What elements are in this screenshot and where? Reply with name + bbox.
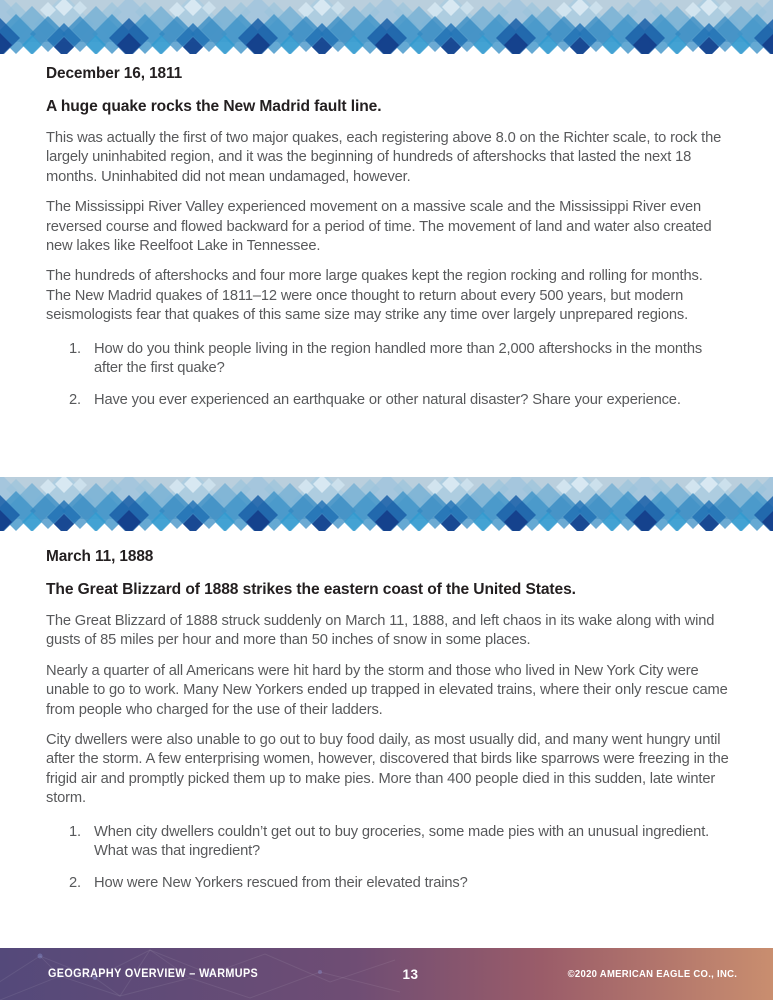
copyright-text: ©2020 AMERICAN EAGLE CO., INC. bbox=[567, 968, 737, 980]
question-text: Have you ever experienced an earthquake or other natural disaster? Share your experience. bbox=[94, 392, 681, 409]
question-text: How were New Yorkers rescued from their elevated trains? bbox=[94, 875, 468, 892]
question-list bbox=[46, 340, 730, 411]
question-list bbox=[46, 823, 730, 894]
section-title: A huge quake rocks the New Madrid fault line. bbox=[46, 98, 382, 115]
paragraph: The Mississippi River Valley experienced movement on a massive scale and the Mississippi River even reversed course and flowed backward for a period of time. The movement of land and water also created new lakes like Reelfoot Lake in Tennessee. bbox=[46, 199, 712, 255]
decorative-banner-top bbox=[0, 0, 773, 54]
question-text: When city dwellers couldn’t get out to buy groceries, some made pies with an unusual ingredient. What was that ingredient? bbox=[94, 823, 710, 860]
decorative-banner-middle bbox=[0, 477, 773, 531]
question-number: 2. bbox=[69, 875, 81, 892]
question-text: How do you think people living in the region handled more than 2,000 aftershocks in the months after the first quake? bbox=[94, 340, 703, 377]
section-title: The Great Blizzard of 1888 strikes the eastern coast of the United States. bbox=[46, 581, 576, 598]
footer-bar bbox=[0, 948, 773, 1000]
footer-section-label: GEOGRAPHY OVERVIEW – WARMUPS bbox=[48, 968, 259, 980]
question-number: 1. bbox=[69, 823, 81, 840]
page-number: 13 bbox=[402, 966, 419, 982]
paragraph: The Great Blizzard of 1888 struck suddenly on March 11, 1888, and left chaos in its wake along with wind gusts of 85 miles per hour and more than 50 inches of snow in some places. bbox=[46, 613, 715, 649]
paragraph: City dwellers were also unable to go out to buy food daily, as most usually did, and many went hungry until after the storm. A few enterprising women, however, discovered that birds like sparrows were freezing in the frigid air and promptly picked them up to make pies. More than 400 people died in this sudden, late winter storm. bbox=[46, 732, 729, 807]
paragraph: Nearly a quarter of all Americans were hit hard by the storm and those who lived in New York City were unable to go to work. Many New Yorkers ended up trapped in elevated trains, where their only rescue came from people who charged for the use of their ladders. bbox=[46, 662, 728, 718]
question-item bbox=[69, 823, 730, 862]
question-item bbox=[69, 391, 730, 410]
section-1888-blizzard bbox=[46, 547, 730, 907]
section-date: March 11, 1888 bbox=[46, 548, 154, 565]
question-number: 1. bbox=[69, 340, 81, 357]
section-1811-earthquake bbox=[46, 64, 730, 424]
question-item bbox=[69, 874, 730, 893]
paragraph: The hundreds of aftershocks and four more large quakes kept the region rocking and rolling for months. The New Madrid quakes of 1811–12 were once thought to return about every 500 years, but modern seismologists fear that quakes of this same size may strike any time over largely unprepared regions. bbox=[46, 268, 703, 324]
paragraph: This was actually the first of two major quakes, each registering above 8.0 on the Richter scale, to rock the largely uninhabited region, and it was the beginning of hundreds of aftershocks that lasted the next 18 months. Uninhabited did not mean undamaged, however. bbox=[46, 130, 722, 185]
section-date: December 16, 1811 bbox=[46, 65, 183, 82]
question-item bbox=[69, 340, 730, 379]
question-number: 2. bbox=[69, 392, 81, 409]
